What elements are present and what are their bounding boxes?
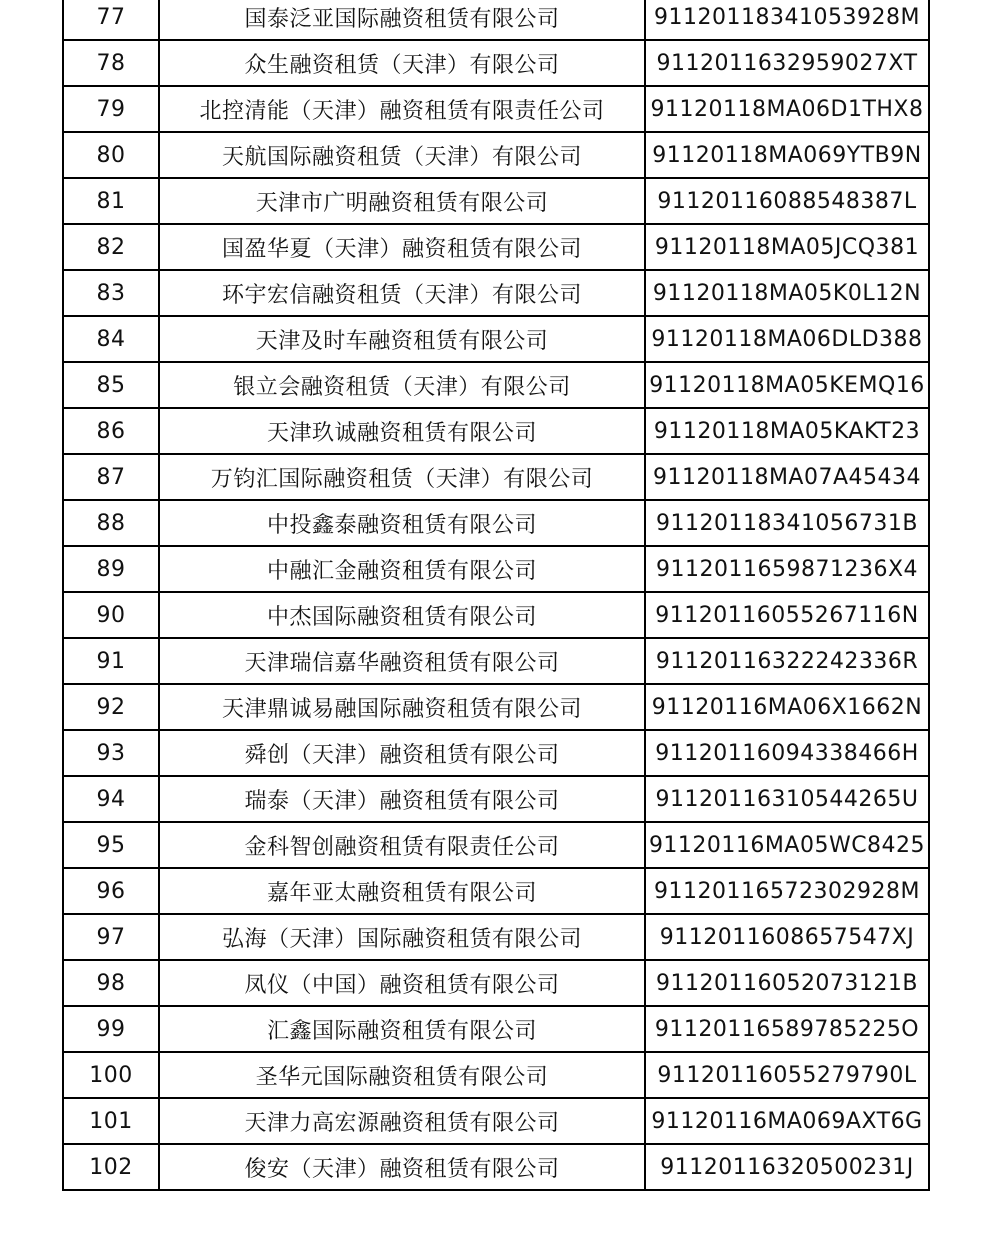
company-name: 银立会融资租赁（天津）有限公司 (159, 362, 645, 408)
row-number: 96 (63, 868, 159, 914)
table-row (63, 1098, 929, 1144)
row-number: 81 (63, 178, 159, 224)
row-number: 102 (63, 1144, 159, 1190)
table-row (63, 822, 929, 868)
company-name: 北控清能（天津）融资租赁有限责任公司 (159, 86, 645, 132)
row-number: 88 (63, 500, 159, 546)
table-row (63, 270, 929, 316)
company-name: 众生融资租赁（天津）有限公司 (159, 40, 645, 86)
company-name: 天津鼎诚易融国际融资租赁有限公司 (159, 684, 645, 730)
credit-code: 91120118MA05KAKT23 (645, 408, 929, 454)
table-row (63, 776, 929, 822)
row-number: 95 (63, 822, 159, 868)
company-name: 中投鑫泰融资租赁有限公司 (159, 500, 645, 546)
table-row (63, 454, 929, 500)
credit-code: 9112011608657547XJ (645, 914, 929, 960)
table-row (63, 132, 929, 178)
company-name: 天津力高宏源融资租赁有限公司 (159, 1098, 645, 1144)
company-name: 中融汇金融资租赁有限公司 (159, 546, 645, 592)
company-name: 天津及时车融资租赁有限公司 (159, 316, 645, 362)
table-row (63, 592, 929, 638)
row-number: 79 (63, 86, 159, 132)
credit-code: 91120118341053928M (645, 0, 929, 40)
row-number: 101 (63, 1098, 159, 1144)
credit-code: 91120116310544265U (645, 776, 929, 822)
credit-code: 91120116572302928M (645, 868, 929, 914)
credit-code: 91120116320500231J (645, 1144, 929, 1190)
table-row (63, 684, 929, 730)
credit-code: 91120118MA05KEMQ16 (645, 362, 929, 408)
company-name: 天津市广明融资租赁有限公司 (159, 178, 645, 224)
credit-code: 91120116MA069AXT6G (645, 1098, 929, 1144)
row-number: 97 (63, 914, 159, 960)
row-number: 94 (63, 776, 159, 822)
table-row (63, 40, 929, 86)
company-name: 瑞泰（天津）融资租赁有限公司 (159, 776, 645, 822)
table-row (63, 1144, 929, 1190)
credit-code: 9112011632959027XT (645, 40, 929, 86)
row-number: 99 (63, 1006, 159, 1052)
company-name: 万钧汇国际融资租赁（天津）有限公司 (159, 454, 645, 500)
credit-code: 91120118MA05JCQ381 (645, 224, 929, 270)
row-number: 77 (63, 0, 159, 40)
row-number: 91 (63, 638, 159, 684)
row-number: 90 (63, 592, 159, 638)
credit-code: 91120118MA07A45434 (645, 454, 929, 500)
credit-code: 91120118MA069YTB9N (645, 132, 929, 178)
credit-code: 91120116589785225O (645, 1006, 929, 1052)
table-row (63, 224, 929, 270)
company-name: 弘海（天津）国际融资租赁有限公司 (159, 914, 645, 960)
company-registry-table (62, 0, 930, 1191)
credit-code: 91120118MA06D1THX8 (645, 86, 929, 132)
table-row (63, 362, 929, 408)
credit-code: 91120116094338466H (645, 730, 929, 776)
credit-code: 91120116088548387L (645, 178, 929, 224)
row-number: 85 (63, 362, 159, 408)
credit-code: 91120118341056731B (645, 500, 929, 546)
company-name: 环宇宏信融资租赁（天津）有限公司 (159, 270, 645, 316)
row-number: 82 (63, 224, 159, 270)
table-row (63, 730, 929, 776)
company-name: 凤仪（中国）融资租赁有限公司 (159, 960, 645, 1006)
row-number: 89 (63, 546, 159, 592)
row-number: 93 (63, 730, 159, 776)
table-row (63, 960, 929, 1006)
table-row (63, 178, 929, 224)
company-name: 汇鑫国际融资租赁有限公司 (159, 1006, 645, 1052)
company-name: 国盈华夏（天津）融资租赁有限公司 (159, 224, 645, 270)
credit-code: 91120116055279790L (645, 1052, 929, 1098)
registry-table-body (63, 0, 929, 1190)
credit-code: 91120116322242336R (645, 638, 929, 684)
row-number: 100 (63, 1052, 159, 1098)
row-number: 84 (63, 316, 159, 362)
company-name: 天津玖诚融资租赁有限公司 (159, 408, 645, 454)
company-name: 国泰泛亚国际融资租赁有限公司 (159, 0, 645, 40)
row-number: 83 (63, 270, 159, 316)
company-name: 中杰国际融资租赁有限公司 (159, 592, 645, 638)
credit-code: 91120116MA06X1662N (645, 684, 929, 730)
credit-code: 91120116052073121B (645, 960, 929, 1006)
table-row (63, 86, 929, 132)
table-row (63, 408, 929, 454)
table-row (63, 1052, 929, 1098)
company-name: 天津瑞信嘉华融资租赁有限公司 (159, 638, 645, 684)
company-name: 俊安（天津）融资租赁有限公司 (159, 1144, 645, 1190)
company-name: 天航国际融资租赁（天津）有限公司 (159, 132, 645, 178)
company-name: 圣华元国际融资租赁有限公司 (159, 1052, 645, 1098)
table-row (63, 638, 929, 684)
row-number: 92 (63, 684, 159, 730)
row-number: 78 (63, 40, 159, 86)
credit-code: 91120116MA05WC8425 (645, 822, 929, 868)
table-row (63, 1006, 929, 1052)
table-row (63, 914, 929, 960)
company-name: 嘉年亚太融资租赁有限公司 (159, 868, 645, 914)
row-number: 87 (63, 454, 159, 500)
table-row (63, 316, 929, 362)
table-row (63, 546, 929, 592)
credit-code: 91120116055267116N (645, 592, 929, 638)
row-number: 98 (63, 960, 159, 1006)
credit-code: 91120118MA05K0L12N (645, 270, 929, 316)
row-number: 86 (63, 408, 159, 454)
company-name: 舜创（天津）融资租赁有限公司 (159, 730, 645, 776)
credit-code: 91120118MA06DLD388 (645, 316, 929, 362)
table-row (63, 500, 929, 546)
credit-code: 9112011659871236X4 (645, 546, 929, 592)
row-number: 80 (63, 132, 159, 178)
company-name: 金科智创融资租赁有限责任公司 (159, 822, 645, 868)
table-row (63, 868, 929, 914)
table-row (63, 0, 929, 40)
